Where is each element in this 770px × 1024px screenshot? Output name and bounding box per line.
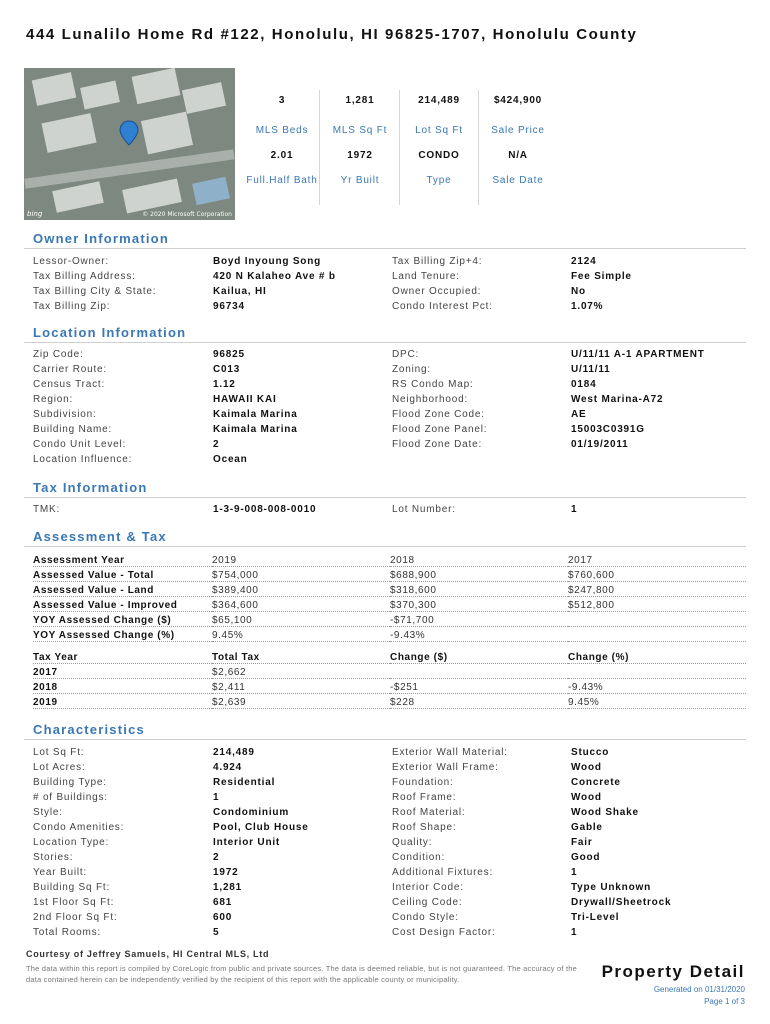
table-cell: $370,300: [390, 597, 568, 612]
location-label: Flood Zone Panel:: [392, 424, 488, 435]
owner-value: Boyd Inyoung Song: [213, 256, 322, 267]
characteristics-label: Roof Shape:: [392, 822, 457, 833]
characteristics-label: Exterior Wall Material:: [392, 747, 508, 758]
owner-value: No: [571, 286, 586, 297]
location-label: RS Condo Map:: [392, 379, 474, 390]
table-cell: YOY Assessed Change ($): [33, 612, 212, 627]
table-cell: -9.43%: [390, 627, 568, 642]
characteristics-value: 1: [213, 792, 220, 803]
characteristics-value: 1: [571, 927, 578, 938]
location-value: 2: [213, 439, 220, 450]
table-cell: 9.45%: [568, 694, 746, 709]
characteristics-value: 214,489: [213, 747, 255, 758]
location-value: 0184: [571, 379, 597, 390]
location-value: U/11/11: [571, 364, 611, 375]
characteristics-label: Lot Sq Ft:: [33, 747, 85, 758]
table-cell: YOY Assessed Change (%): [33, 627, 212, 642]
lot-number-label: Lot Number:: [392, 504, 456, 515]
table-cell: -$251: [390, 679, 568, 694]
location-value: 1.12: [213, 379, 236, 390]
section-assessment-heading: Assessment & Tax: [33, 529, 167, 544]
location-value: Kaimala Marina: [213, 409, 298, 420]
owner-label: Land Tenure:: [392, 271, 460, 282]
table-cell: $754,000: [212, 567, 390, 582]
stat-label: Sale Price: [491, 125, 545, 136]
location-value: AE: [571, 409, 587, 420]
characteristics-label: Additional Fixtures:: [392, 867, 494, 878]
characteristics-label: 2nd Floor Sq Ft:: [33, 912, 118, 923]
characteristics-value: Condominium: [213, 807, 290, 818]
table-cell: Assessed Value - Improved: [33, 597, 212, 612]
owner-value: 2124: [571, 256, 597, 267]
table-row: [33, 552, 746, 567]
location-label: Zip Code:: [33, 349, 84, 360]
characteristics-label: Exterior Wall Frame:: [392, 762, 499, 773]
owner-label: Tax Billing City & State:: [33, 286, 157, 297]
characteristics-label: Stories:: [33, 852, 74, 863]
table-cell: $65,100: [212, 612, 390, 627]
owner-value: Fee Simple: [571, 271, 632, 282]
courtesy-line: Courtesy of Jeffrey Samuels, HI Central MLS, Ltd: [26, 949, 270, 959]
location-label: Census Tract:: [33, 379, 106, 390]
location-label: Building Name:: [33, 424, 113, 435]
location-value: Kaimala Marina: [213, 424, 298, 435]
table-cell: 2017: [568, 552, 746, 567]
characteristics-label: Cost Design Factor:: [392, 927, 496, 938]
characteristics-label: Building Type:: [33, 777, 107, 788]
table-cell: 9.45%: [212, 627, 390, 642]
characteristics-value: Good: [571, 852, 601, 863]
table-cell: Change ($): [390, 649, 568, 664]
table-row: [33, 679, 746, 694]
characteristics-label: Lot Acres:: [33, 762, 86, 773]
location-value: Ocean: [213, 454, 248, 465]
owner-label: Lessor-Owner:: [33, 256, 109, 267]
characteristics-label: Roof Material:: [392, 807, 466, 818]
characteristics-value: 1,281: [213, 882, 243, 893]
stat-value: 1972: [347, 150, 373, 161]
characteristics-label: Ceiling Code:: [392, 897, 463, 908]
section-tax-heading: Tax Information: [33, 480, 148, 495]
location-value: 96825: [213, 349, 245, 360]
owner-label: Tax Billing Zip:: [33, 301, 111, 312]
table-cell: $228: [390, 694, 568, 709]
stat-value: 214,489: [418, 95, 460, 106]
table-cell: $760,600: [568, 567, 746, 582]
characteristics-label: Total Rooms:: [33, 927, 101, 938]
divider: [24, 739, 746, 740]
characteristics-value: Stucco: [571, 747, 610, 758]
owner-value: 1.07%: [571, 301, 604, 312]
table-cell: $389,400: [212, 582, 390, 597]
table-cell: $2,411: [212, 679, 390, 694]
stat-value: $424,900: [493, 95, 543, 106]
divider: [399, 90, 400, 205]
location-label: Region:: [33, 394, 74, 405]
location-label: Condo Unit Level:: [33, 439, 127, 450]
characteristics-value: 600: [213, 912, 233, 923]
table-row: [33, 597, 746, 612]
table-cell: Tax Year: [33, 649, 212, 664]
characteristics-label: Roof Frame:: [392, 792, 457, 803]
characteristics-value: Wood: [571, 762, 602, 773]
location-label: Location Influence:: [33, 454, 133, 465]
stat-value: 1,281: [345, 95, 375, 106]
table-row: [33, 694, 746, 709]
characteristics-value: 1972: [213, 867, 239, 878]
characteristics-label: Location Type:: [33, 837, 110, 848]
location-value: 01/19/2011: [571, 439, 629, 450]
bing-logo: bing: [27, 210, 43, 218]
characteristics-label: Condo Amenities:: [33, 822, 125, 833]
table-cell: $2,662: [212, 664, 390, 679]
owner-label: Tax Billing Address:: [33, 271, 136, 282]
characteristics-value: 4.924: [213, 762, 243, 773]
page-number: Page 1 of 3: [704, 997, 745, 1006]
characteristics-value: Wood Shake: [571, 807, 639, 818]
characteristics-value: Gable: [571, 822, 603, 833]
table-cell: $364,600: [212, 597, 390, 612]
stat-label: Type: [426, 175, 452, 186]
stat-value: 2.01: [270, 150, 294, 161]
table-cell: [390, 664, 568, 679]
characteristics-value: Pool, Club House: [213, 822, 309, 833]
characteristics-value: Fair: [571, 837, 593, 848]
location-label: DPC:: [392, 349, 420, 360]
table-row: [33, 582, 746, 597]
section-owner-heading: Owner Information: [33, 231, 169, 246]
page-title: 444 Lunalilo Home Rd #122, Honolulu, HI 96825-1707, Honolulu County: [26, 26, 638, 43]
table-cell: Change (%): [568, 649, 746, 664]
characteristics-label: Quality:: [392, 837, 433, 848]
table-cell: $688,900: [390, 567, 568, 582]
disclaimer: The data within this report is compiled by CoreLogic from public and private sources. The data is deemed reliable, but is not guaranteed. The accuracy of the data contained herein can be independently verified by the recipient of this report with the applicable county or municipality.: [26, 964, 577, 984]
characteristics-label: Foundation:: [392, 777, 454, 788]
location-value: HAWAII KAI: [213, 394, 277, 405]
characteristics-value: 2: [213, 852, 220, 863]
divider: [24, 248, 746, 249]
table-row: [33, 649, 746, 664]
location-label: Carrier Route:: [33, 364, 107, 375]
table-cell: $247,800: [568, 582, 746, 597]
owner-label: Tax Billing Zip+4:: [392, 256, 483, 267]
table-cell: Assessed Value - Total: [33, 567, 212, 582]
table-row: [33, 612, 746, 627]
location-pin-icon: [119, 120, 139, 146]
divider: [478, 90, 479, 205]
characteristics-value: Interior Unit: [213, 837, 281, 848]
location-label: Flood Zone Code:: [392, 409, 485, 420]
generated-date: Generated on 01/31/2020: [653, 985, 745, 994]
tmk-label: TMK:: [33, 504, 61, 515]
owner-value: 420 N Kalaheo Ave # b: [213, 271, 336, 282]
table-cell: $2,639: [212, 694, 390, 709]
lot-number-value: 1: [571, 504, 578, 515]
stat-value: 3: [278, 95, 286, 106]
stat-label: Sale Date: [492, 175, 544, 186]
characteristics-label: Interior Code:: [392, 882, 464, 893]
owner-label: Condo Interest Pct:: [392, 301, 493, 312]
characteristics-label: Year Built:: [33, 867, 88, 878]
table-cell: 2018: [33, 679, 212, 694]
aerial-map[interactable]: [24, 68, 235, 220]
section-characteristics-heading: Characteristics: [33, 722, 145, 737]
stat-label: Full.Half Bath: [246, 175, 318, 186]
divider: [24, 497, 746, 498]
owner-value: 96734: [213, 301, 245, 312]
table-cell: 2019: [212, 552, 390, 567]
characteristics-value: Wood: [571, 792, 602, 803]
stat-label: Yr Built: [340, 175, 380, 186]
characteristics-value: 1: [571, 867, 578, 878]
section-location-heading: Location Information: [33, 325, 187, 340]
characteristics-label: Building Sq Ft:: [33, 882, 111, 893]
characteristics-label: # of Buildings:: [33, 792, 108, 803]
characteristics-value: Residential: [213, 777, 276, 788]
table-cell: Assessed Value - Land: [33, 582, 212, 597]
characteristics-value: Type Unknown: [571, 882, 651, 893]
table-row: [33, 664, 746, 679]
characteristics-label: Condition:: [392, 852, 446, 863]
table-cell: Total Tax: [212, 649, 390, 664]
characteristics-value: Drywall/Sheetrock: [571, 897, 672, 908]
location-value: 15003C0391G: [571, 424, 645, 435]
table-cell: [568, 612, 746, 627]
location-label: Neighborhood:: [392, 394, 469, 405]
owner-value: Kailua, HI: [213, 286, 267, 297]
table-cell: 2018: [390, 552, 568, 567]
table-cell: Assessment Year: [33, 552, 212, 567]
table-cell: 2017: [33, 664, 212, 679]
characteristics-value: 681: [213, 897, 233, 908]
table-cell: 2019: [33, 694, 212, 709]
table-cell: -9.43%: [568, 679, 746, 694]
table-cell: [568, 664, 746, 679]
table-row: [33, 627, 746, 642]
stat-label: MLS Sq Ft: [332, 125, 388, 136]
divider: [24, 342, 746, 343]
table-cell: -$71,700: [390, 612, 568, 627]
stat-label: MLS Beds: [255, 125, 309, 136]
characteristics-label: Condo Style:: [392, 912, 459, 923]
stat-label: Lot Sq Ft: [415, 125, 463, 136]
owner-label: Owner Occupied:: [392, 286, 482, 297]
location-label: Flood Zone Date:: [392, 439, 483, 450]
location-label: Zoning:: [392, 364, 431, 375]
location-value: West Marina-A72: [571, 394, 664, 405]
map-attribution: © 2020 Microsoft Corporation: [142, 211, 232, 218]
stat-value: CONDO: [418, 150, 460, 161]
location-value: C013: [213, 364, 241, 375]
characteristics-value: 5: [213, 927, 220, 938]
report-name: Property Detail: [601, 962, 745, 981]
table-cell: $318,600: [390, 582, 568, 597]
location-label: Subdivision:: [33, 409, 97, 420]
location-value: U/11/11 A-1 APARTMENT: [571, 349, 705, 360]
divider: [24, 546, 746, 547]
characteristics-label: Style:: [33, 807, 63, 818]
assessment-table: [33, 552, 746, 642]
characteristics-value: Concrete: [571, 777, 621, 788]
table-cell: [568, 627, 746, 642]
divider: [319, 90, 320, 205]
table-row: [33, 567, 746, 582]
characteristics-label: 1st Floor Sq Ft:: [33, 897, 115, 908]
stat-value: N/A: [508, 150, 528, 161]
tax-history-table: [33, 649, 746, 709]
tmk-value: 1-3-9-008-008-0010: [213, 504, 317, 515]
characteristics-value: Tri-Level: [571, 912, 620, 923]
table-cell: $512,800: [568, 597, 746, 612]
